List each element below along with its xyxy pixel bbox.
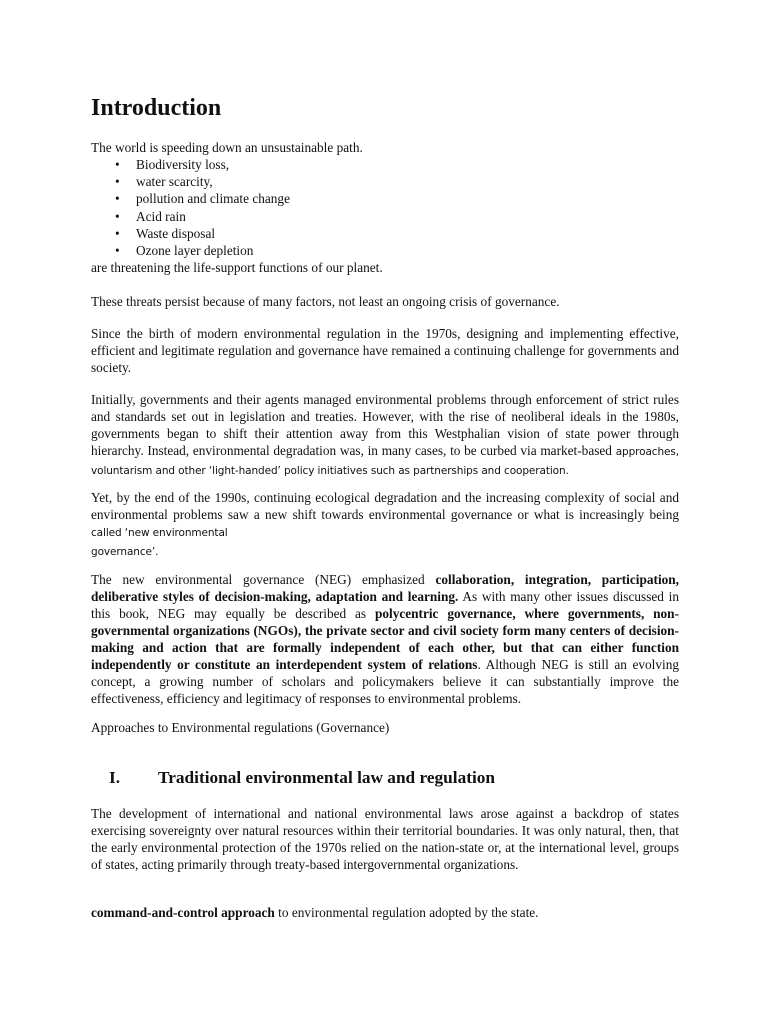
paragraph-threats: These threats persist because of many factors, not least an ongoing crisis of governance. <box>91 294 560 309</box>
section-heading <box>91 767 679 789</box>
paragraph-neg <box>91 571 679 707</box>
paragraph-since: Since the birth of modern environmental regulation in the 1970s, designing and implementing effective, efficient and legitimate regulation and governance have remained a continuing challenge for governments and society. <box>91 326 679 375</box>
paragraph-yet <box>91 489 679 561</box>
neg-text-2: As with many other issues discussed in this book, NEG may equally be described as <box>91 589 679 621</box>
page-title: Introduction <box>91 95 222 121</box>
after-bullets-line: are threatening the life-support functions of our planet. <box>91 260 383 276</box>
list-item: • Ozone layer depletion <box>91 242 679 259</box>
neg-text-3: . Although NEG is still an evolving concept, a growing number of scholars and policymakers believe it can substantially improve the effectiveness, efficiency and legitimacy of responses to environmental problems. <box>91 657 679 706</box>
list-item: • Biodiversity loss, <box>91 156 679 173</box>
paragraph-yet-main: Yet, by the end of the 1990s, continuing ecological degradation and the increasing complexity of social and environmental problems saw a new shift towards environmental governance or what is increasingly being <box>91 490 679 522</box>
list-item: • pollution and climate change <box>91 190 679 207</box>
section-title: Traditional environmental law and regulation <box>158 768 496 787</box>
intro-section <box>91 139 679 276</box>
list-item: • Acid rain <box>91 208 679 225</box>
neg-bold-2: polycentric governance, where governments, non-governmental organizations (NGOs), the private sector and civil society form many centers of decision-making and action that are formally independent of each other, but that can either function independently or constitute an interdependent system of relations <box>91 606 679 672</box>
list-item: • Waste disposal <box>91 225 679 242</box>
paragraph-yet-tail-1: called ‘new environmental <box>91 527 228 539</box>
paragraph-development: The development of international and national environmental laws arose against a backdrop of states exercising sovereignty over natural resources within their territorial boundaries. It was only natural, then, that the early environmental protection of the 1970s relied on the nation-state or, at the international level, groups of states, acting primarily through treaty-based intergovernmental organizations. <box>91 806 679 872</box>
section-number: I. <box>109 768 121 787</box>
paragraph-command <box>91 904 679 921</box>
neg-text-1: The new environmental governance (NEG) emphasized <box>91 572 436 587</box>
command-bold: command-and-control approach <box>91 905 275 920</box>
paragraph-initially-tail: approaches, voluntarism and other ‘light-handed’ policy initiatives such as partnerships and cooperation. <box>91 446 679 477</box>
paragraph-initially-main: Initially, governments and their agents managed environmental problems through enforcement of strict rules and standards set out in legislation and treaties. However, with the rise of neoliberal ideals in the 1980s, governments began to shift their attention away from this Westphalian vision of state power through hierarchy. Instead, environmental degradation was, in many cases, to be curbed via market-based <box>91 392 679 458</box>
command-rest: to environmental regulation adopted by the state. <box>274 905 539 920</box>
threat-list <box>91 156 679 259</box>
paragraph-approaches: Approaches to Environmental regulations (Governance) <box>91 720 390 735</box>
neg-bold-1: collaboration, integration, participation, deliberative styles of decision-making, adaptation and learning. <box>91 572 680 604</box>
intro-line: The world is speeding down an unsustainable path. <box>91 140 363 155</box>
paragraph-initially <box>91 391 679 480</box>
paragraph-yet-tail-2: governance’. <box>91 546 159 558</box>
list-item: • water scarcity, <box>91 173 679 190</box>
